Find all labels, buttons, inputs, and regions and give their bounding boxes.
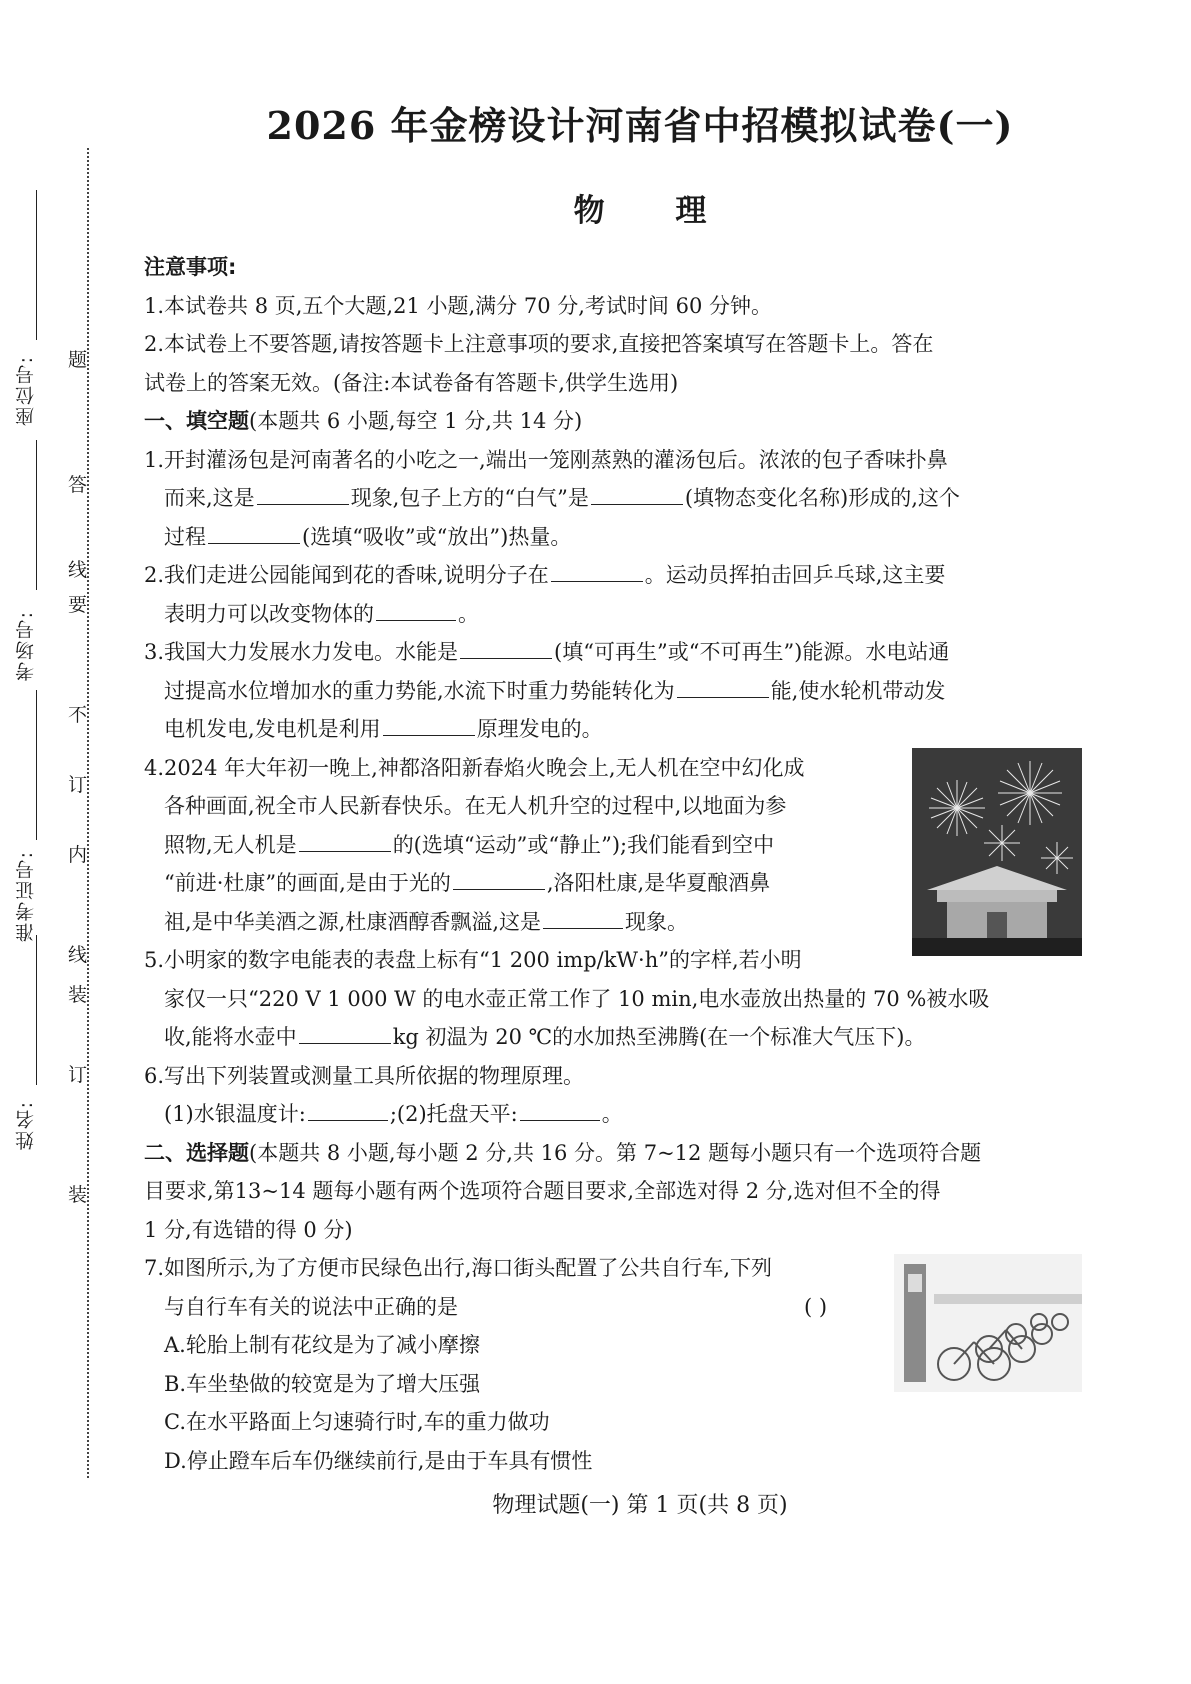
- section1-heading: 一、填空题: [144, 409, 249, 433]
- answer-blank: [208, 519, 300, 544]
- option-d: D.停止蹬车后车仍继续前行,是由于车具有惯性: [164, 1448, 593, 1473]
- answer-blank: [520, 1096, 600, 1121]
- question-5-line: [144, 1018, 1084, 1057]
- name-line: [36, 935, 37, 1085]
- text: ,洛阳杜康,是华夏酿酒鼻: [546, 871, 771, 895]
- question-4-line: 各种画面,祝全市人民新春快乐。在无人机升空的过程中,以地面为参: [164, 794, 787, 818]
- binding-char: 内: [68, 844, 88, 866]
- question-2-line: [144, 595, 1084, 634]
- bicycle-illustration: [894, 1254, 1082, 1392]
- text: (填物态变化名称)形成的,这个: [684, 486, 960, 510]
- text: 能,使水轮机带动发: [770, 678, 946, 703]
- answer-blank: [551, 557, 643, 582]
- text: 过程: [164, 524, 206, 549]
- answer-blank: [308, 1096, 388, 1121]
- text: 。: [601, 1102, 623, 1126]
- exam-no-label: 准考证号:: [15, 850, 37, 943]
- question-3-line: [144, 710, 1084, 749]
- binding-char: 线: [68, 559, 88, 581]
- answer-blank: [376, 596, 456, 621]
- question-1-line: 1.开封灌汤包是河南著名的小吃之一,端出一笼刚蒸熟的灌汤包后。浓浓的包子香味扑鼻: [144, 447, 948, 472]
- notes-item: 试卷上的答案无效。(备注:本试卷备有答题卡,供学生选用): [144, 370, 679, 395]
- answer-blank: [591, 480, 683, 505]
- binding-char: 答: [68, 474, 88, 496]
- question-3-line: [144, 633, 1084, 672]
- answer-blank: [460, 634, 552, 659]
- question-7-line: 7.如图所示,为了方便市民绿色出行,海口街头配置了公共自行车,下列: [144, 1256, 773, 1280]
- text: 现象,包子上方的“白气”是: [350, 486, 589, 510]
- section2-note: (本题共 8 小题,每小题 2 分,共 16 分。第 7~12 题每小题只有一个选项符合题: [249, 1140, 982, 1165]
- text: 。: [458, 601, 479, 626]
- section1-note: (本题共 6 小题,每空 1 分,共 14 分): [249, 409, 583, 433]
- option-a: A.轮胎上制有花纹是为了减小摩擦: [164, 1333, 480, 1357]
- notes-heading: 注意事项:: [144, 255, 237, 279]
- binding-char: 订: [68, 774, 88, 796]
- text: 3.我国大力发展水力发电。水能是: [144, 640, 459, 664]
- question-4-line: 4.2024 年大年初一晚上,神都洛阳新春焰火晚会上,无人机在空中幻化成: [144, 755, 805, 780]
- text: 。运动员挥拍击回乒乓球,这主要: [644, 563, 946, 587]
- option-c: C.在水平路面上匀速骑行时,车的重力做功: [164, 1410, 550, 1434]
- answer-blank: [677, 673, 769, 698]
- text: 照物,无人机是: [164, 832, 297, 857]
- answer-blank: [453, 865, 545, 890]
- answer-blank: [299, 1019, 391, 1044]
- binding-dotted-line: [87, 148, 89, 1478]
- binding-char: 装: [68, 1184, 88, 1206]
- question-6-line: [144, 1095, 1084, 1134]
- fireworks-illustration: [912, 748, 1082, 956]
- page-footer: 物理试题(一) 第 1 页(共 8 页): [492, 1493, 788, 1518]
- question-1-line: [144, 479, 1084, 518]
- room-label: 考场号:: [15, 610, 37, 682]
- binding-char: 题: [68, 349, 88, 371]
- text: (选填“吸收”或“放出”)热量。: [302, 524, 572, 549]
- binding-char: 装: [68, 984, 88, 1006]
- seat-label: 座位号:: [15, 355, 37, 427]
- text: (1)水银温度计:: [164, 1102, 306, 1126]
- binding-char: 订: [68, 1064, 88, 1086]
- answer-blank: [543, 904, 623, 929]
- text: “前进·杜康”的画面,是由于光的: [164, 871, 451, 895]
- text: 2.我们走进公园能闻到花的香味,说明分子在: [144, 563, 549, 587]
- binding-char: 要: [68, 594, 88, 616]
- text: 的(选填“运动”或“静止”);我们能看到空中: [392, 832, 775, 857]
- text: 祖,是中华美酒之源,杜康酒醇香飘溢,这是: [164, 909, 542, 934]
- answer-blank: [257, 480, 349, 505]
- binding-char: 线: [68, 944, 88, 966]
- answer-blank: [383, 711, 475, 736]
- question-5-line: 家仅一只“220 V 1 000 W 的电水壶正常工作了 10 min,电水壶放出热量的 70 %被水吸: [164, 986, 990, 1011]
- subject-title: 物 理: [573, 193, 737, 229]
- binding-char: 不: [68, 704, 88, 726]
- bicycle-photo: [894, 1254, 1082, 1392]
- notes-item: 2.本试卷上不要答题,请按答题卡上注意事项的要求,直接把答案填写在答题卡上。答在: [144, 332, 934, 356]
- text: 电机发电,发电机是利用: [164, 717, 381, 741]
- text: 现象。: [625, 909, 689, 934]
- question-5-line: 5.小明家的数字电能表的表盘上标有“1 200 imp/kW·h”的字样,若小明: [144, 948, 802, 972]
- text: (填“可再生”或“不可再生”)能源。水电站通: [554, 640, 950, 664]
- section1-header: [144, 402, 1084, 441]
- text: kg 初温为 20 ℃的水加热至沸腾(在一个标准大气压下)。: [392, 1025, 926, 1049]
- question-6-line: 6.写出下列装置或测量工具所依据的物理原理。: [144, 1063, 585, 1088]
- name-label: 姓名:: [15, 1100, 37, 1151]
- section2-heading: 二、选择题: [144, 1140, 249, 1165]
- question-2-line: [144, 556, 1084, 595]
- answer-blank: [299, 827, 391, 852]
- answer-bracket: ( ): [804, 1294, 828, 1319]
- exam-no-line: [36, 690, 37, 840]
- text: 收,能将水壶中: [164, 1025, 297, 1049]
- text: 过提高水位增加水的重力势能,水流下时重力势能转化为: [164, 678, 675, 703]
- seat-line: [36, 190, 37, 340]
- question-1-line: [144, 518, 1084, 557]
- room-line: [36, 440, 37, 590]
- section2-note-line: 1 分,有选错的得 0 分): [144, 1217, 353, 1242]
- text: 而来,这是: [164, 486, 255, 510]
- section2-header: [144, 1134, 1084, 1173]
- exam-title: 2026 年金榜设计河南省中招模拟试卷(一): [266, 103, 1014, 148]
- fireworks-photo: [912, 748, 1082, 956]
- text: 与自行车有关的说法中正确的是: [164, 1294, 458, 1319]
- text: ;(2)托盘天平:: [389, 1102, 518, 1126]
- section2-note-line: 目要求,第13~14 题每小题有两个选项符合题目要求,全部选对得 2 分,选对但不全的得: [144, 1179, 941, 1203]
- text: 表明力可以改变物体的: [164, 601, 374, 626]
- notes-item: 1.本试卷共 8 页,五个大题,21 小题,满分 70 分,考试时间 60 分钟。: [144, 293, 772, 318]
- text: 原理发电的。: [476, 717, 603, 741]
- option-b: B.车坐垫做的较宽是为了增大压强: [164, 1371, 481, 1396]
- question-3-line: [144, 672, 1084, 711]
